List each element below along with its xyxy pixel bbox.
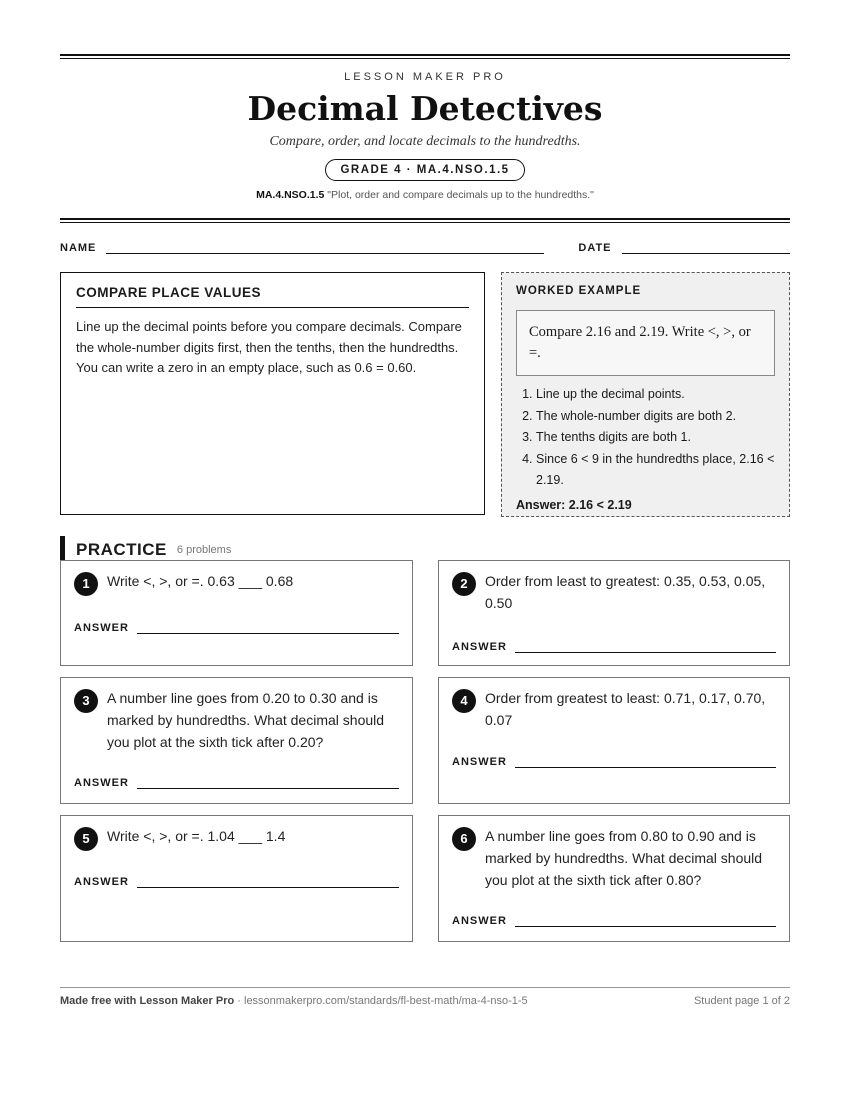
problem-number: 3 — [74, 689, 98, 713]
answer-label: ANSWER — [74, 876, 129, 888]
practice-header — [60, 536, 790, 563]
answer-field[interactable] — [137, 778, 399, 789]
footer-credit — [60, 995, 528, 1007]
practice-heading: PRACTICE — [76, 539, 167, 559]
step-item: 1. Line up the decimal points. — [536, 384, 775, 406]
problem-text: A number line goes from 0.80 to 0.90 and is marked by hundredths. What decimal should you plot at the sixth tick after 0.80? — [485, 828, 763, 888]
answer-label: ANSWER — [74, 777, 129, 789]
worked-example-question: Compare 2.16 and 2.19. Write <, >, or =. — [516, 310, 775, 376]
problem-number: 1 — [74, 572, 98, 596]
header — [60, 59, 790, 201]
name-label: NAME — [60, 242, 97, 254]
header-bottom-rule — [60, 218, 790, 223]
worked-example-heading: WORKED EXAMPLE — [516, 285, 642, 297]
problem-number: 2 — [452, 572, 476, 596]
footer-url[interactable]: · lessonmakerpro.com/standards/fl-best-math/ma-4-nso-1-5 — [234, 995, 528, 1007]
answer-row — [452, 641, 776, 653]
problem-number: 5 — [74, 827, 98, 851]
standard-code: MA.4.NSO.1.5 — [256, 189, 325, 201]
worksheet-page — [60, 54, 790, 927]
answer-label: ANSWER — [452, 915, 507, 927]
problem-text: Order from greatest to least: 0.71, 0.17, 0.70, 0.07 — [485, 690, 766, 728]
grade-badge: GRADE 4 · MA.4.NSO.1.5 — [325, 159, 524, 181]
name-field[interactable] — [106, 241, 544, 254]
answer-field[interactable] — [137, 623, 399, 634]
answer-row — [74, 622, 399, 634]
problem-card — [438, 560, 790, 666]
page-footer — [60, 987, 790, 1007]
answer-label: ANSWER — [452, 756, 507, 768]
problem-card — [60, 677, 413, 804]
intro-section — [60, 272, 790, 517]
step-item: 2. The whole-number digits are both 2. — [536, 406, 775, 428]
standard-line — [60, 189, 790, 201]
problem-card — [60, 560, 413, 666]
problem-count: 6 problems — [176, 543, 232, 556]
problem-card — [60, 815, 413, 942]
problem-number: 6 — [452, 827, 476, 851]
problem-text: Write <, >, or =. 0.63 ___ 0.68 — [107, 573, 294, 589]
problem-text: Write <, >, or =. 1.04 ___ 1.4 — [107, 828, 286, 844]
answer-row — [74, 777, 399, 789]
date-label: DATE — [578, 242, 612, 254]
answer-field[interactable] — [515, 642, 776, 653]
answer-label: ANSWER — [74, 622, 129, 634]
problem-text: Order from least to greatest: 0.35, 0.53, 0.05, 0.50 — [485, 573, 766, 611]
page-subtitle: Compare, order, and locate decimals to the hundredths. — [269, 134, 581, 149]
answer-row — [452, 915, 776, 927]
problem-number: 4 — [452, 689, 476, 713]
step-item: 3. The tenths digits are both 1. — [536, 427, 775, 449]
name-date-row — [60, 241, 790, 254]
brand-label: LESSON MAKER PRO — [344, 71, 506, 83]
place-values-body: Line up the decimal points before you compare decimals. Compare the whole-number digits first, then the tenths, then the hundredths. You can write a zero in an empty place, such as 0.6 = 0.60. — [76, 319, 462, 375]
place-values-heading: COMPARE PLACE VALUES — [76, 285, 469, 308]
worked-example-answer: Answer: 2.16 < 2.19 — [516, 497, 632, 512]
page-title: Decimal Detectives — [247, 89, 603, 128]
worked-example-steps — [516, 384, 775, 492]
standard-text: "Plot, order and compare decimals up to the hundredths." — [327, 189, 594, 201]
page-number: Student page 1 of 2 — [693, 995, 790, 1007]
date-field[interactable] — [622, 241, 790, 254]
answer-label: ANSWER — [452, 641, 507, 653]
problem-text: A number line goes from 0.20 to 0.30 and is marked by hundredths. What decimal should you plot at the sixth tick after 0.20? — [107, 690, 385, 750]
answer-field[interactable] — [515, 916, 776, 927]
place-values-box — [60, 272, 485, 515]
step-item: 4. Since 6 < 9 in the hundredths place, 2.16 < 2.19. — [536, 449, 775, 492]
answer-field[interactable] — [137, 877, 399, 888]
problem-card — [438, 815, 790, 942]
answer-row — [74, 876, 399, 888]
footer-made: Made free with Lesson Maker Pro — [60, 995, 235, 1007]
problem-card — [438, 677, 790, 804]
answer-row — [452, 756, 776, 768]
answer-field[interactable] — [515, 757, 776, 768]
worked-example-box — [501, 272, 790, 517]
